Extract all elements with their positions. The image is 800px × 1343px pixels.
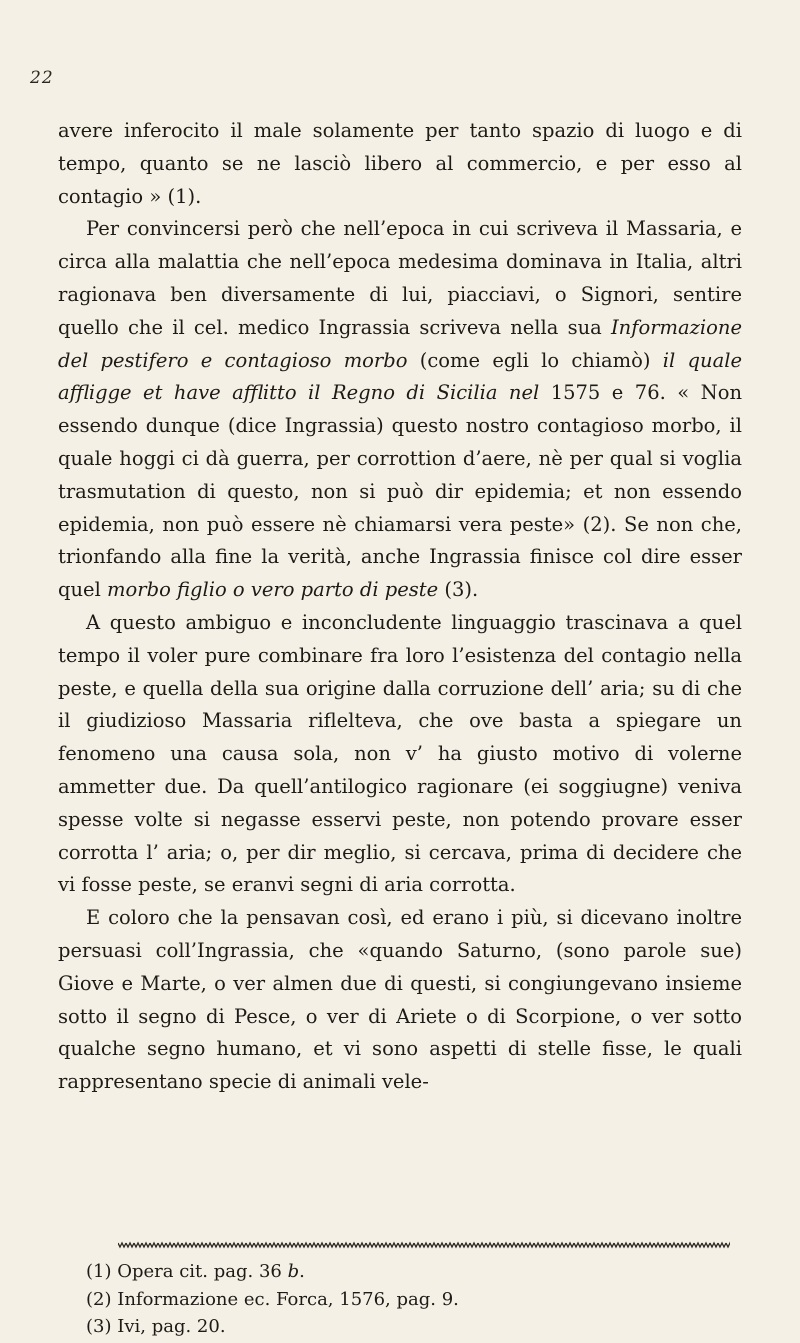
footnotes: [86, 1258, 706, 1341]
paragraph: [58, 213, 742, 607]
main-text: [58, 115, 742, 1099]
paragraph: E coloro che la pensavan così, ed erano i più, si dicevano inoltre persuasi coll’Ingrassia, che «quando Saturno, (sono parole sue) Giove e Marte, o ver almen due di questi, si congiungevano insieme sotto il segno di Pesce, o ver di Ariete o di Scorpione, o ver sotto qualche segno humano, et vi sono aspetti di stelle fisse, le quali rappresentano specie di animali vele-: [58, 906, 742, 1094]
footnote: [86, 1258, 706, 1286]
footnote-text: .: [299, 1261, 305, 1282]
text-run: Per convincersi però che nell’epoca in cui scriveva il Massaria, e circa alla malattia che nell’epoca medesima dominava in Italia, altri ragionava ben diversamente di lui, piacciavi, o Signori, sentire quello che il cel. medico Ingrassia scriveva nella sua: [58, 217, 742, 339]
paragraph: A questo ambiguo e inconcludente linguaggio trascinava a quel tempo il voler pure combinare fra loro l’esistenza del contagio nella peste, e quella della sua origine dalla corruzione dell’ aria; su di che il giudizioso Massaria riflelteva, che ove basta a spiegare un fenomeno una causa sola, non v’ ha giusto motivo di volerne ammetter due. Da quell’antilogico ragionare (ei soggiugne) veniva spesse volte si negasse esservi peste, non potendo provare esser corrotta l’ aria; o, per dir meglio, si cercava, prima di decidere che vi fosse peste, se eranvi segni di aria corrotta.: [58, 610, 742, 897]
footnote-emphasis: b: [287, 1261, 300, 1282]
footnote-separator: [118, 1241, 730, 1249]
paragraph: avere inferocito il male solamente per tanto spazio di luogo e di tempo, quanto se ne lasciò libero al commercio, e per esso al contagio » (1).: [58, 119, 742, 208]
text-run: (come egli lo chiamò): [407, 348, 663, 372]
text-run: 1575 e 76. « Non essendo dunque (dice Ingrassia) questo nostro contagioso morbo, il quale hoggi ci dà guerra, per corrottion d’aere, nè per qual si voglia trasmutation di questo, non si può dir epidemia; et non essendo epidemia, non può essere nè chiamarsi vera peste» (2). Se non che, trionfando alla fine la verità, anche Ingrassia finisce col dire esser quel: [58, 381, 742, 602]
footnote-text: Opera cit. pag. 36: [111, 1261, 288, 1282]
footnote: [86, 1313, 706, 1341]
footnote-text: Ivi, pag. 20.: [111, 1316, 226, 1337]
quoted-phrase: morbo figlio o vero parto di peste: [107, 578, 439, 602]
book-title: Informazione del pestifero e contagioso morbo: [58, 315, 742, 372]
page-number: 22: [30, 68, 54, 88]
book-subtitle: il quale affligge et have afflitto il Regno di Sicilia nel: [58, 348, 742, 405]
footnote-text: Informazione ec. Forca, 1576, pag. 9.: [111, 1288, 459, 1310]
footnote-mark: (1): [86, 1261, 112, 1282]
footnote-mark: (3): [86, 1316, 112, 1337]
footnote-mark: (2): [86, 1288, 112, 1310]
footnote: [86, 1286, 706, 1314]
text-run: (3).: [438, 578, 479, 602]
